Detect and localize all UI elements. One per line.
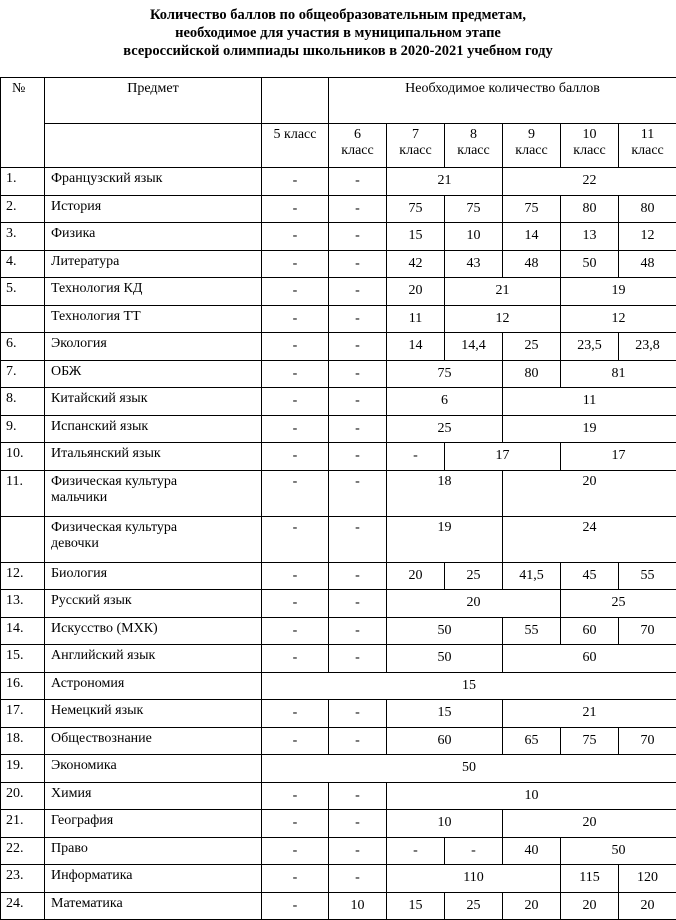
- subject-line: Английский язык: [51, 648, 261, 664]
- table-row: [1, 360, 676, 388]
- score-cell: 10: [387, 782, 676, 810]
- score-cell: 14: [503, 223, 561, 251]
- row-number: 22.: [1, 837, 45, 865]
- score-cell: -: [329, 388, 387, 416]
- header-grade: [329, 124, 387, 168]
- header-grade: [387, 124, 445, 168]
- header-grade: [503, 124, 561, 168]
- score-cell: -: [329, 700, 387, 728]
- subject-name: [45, 388, 262, 416]
- table-row: [1, 782, 676, 810]
- header-subject: Предмет: [45, 78, 262, 124]
- subject-name: [45, 672, 262, 700]
- score-cell: -: [262, 415, 329, 443]
- score-cell: 20: [387, 590, 561, 618]
- subject-line: Искусство (МХК): [51, 621, 261, 637]
- header-grade: [262, 124, 329, 168]
- score-cell: 48: [503, 250, 561, 278]
- score-cell: 55: [503, 617, 561, 645]
- score-cell: 42: [387, 250, 445, 278]
- score-cell: 55: [619, 562, 676, 590]
- score-cell: -: [262, 782, 329, 810]
- score-cell: -: [329, 278, 387, 306]
- score-cell: 24: [503, 516, 676, 562]
- header-grade-line: 5 класс: [262, 127, 328, 143]
- subject-name: [45, 223, 262, 251]
- table-row: [1, 892, 676, 920]
- row-number: 16.: [1, 672, 45, 700]
- score-cell: -: [329, 617, 387, 645]
- row-number: 5.: [1, 278, 45, 306]
- score-cell: 22: [503, 168, 676, 196]
- row-number: 2.: [1, 195, 45, 223]
- score-cell: 20: [503, 810, 676, 838]
- subject-name: [45, 443, 262, 471]
- header-grade-line: класс: [445, 143, 502, 159]
- score-cell: 75: [445, 195, 503, 223]
- score-cell: 48: [619, 250, 676, 278]
- score-cell: 75: [561, 727, 619, 755]
- subject-line: Технология ТТ: [51, 309, 261, 325]
- subject-line: Экология: [51, 336, 261, 352]
- row-number: [1, 305, 45, 333]
- score-cell: 17: [561, 443, 676, 471]
- score-cell: 15: [387, 223, 445, 251]
- score-cell: 19: [503, 415, 676, 443]
- score-cell: 25: [503, 333, 561, 361]
- score-cell: 14: [387, 333, 445, 361]
- score-cell: 70: [619, 727, 676, 755]
- score-cell: -: [445, 837, 503, 865]
- score-cell: 80: [503, 360, 561, 388]
- header-grade: [619, 124, 676, 168]
- subject-line: Технология КД: [51, 281, 261, 297]
- subject-line: Математика: [51, 896, 261, 912]
- table-row: [1, 516, 676, 562]
- header-grade-line: класс: [561, 143, 618, 159]
- score-cell: 23,8: [619, 333, 676, 361]
- subject-line: Физическая культура: [51, 474, 261, 490]
- score-cell: -: [262, 305, 329, 333]
- score-cell: -: [329, 443, 387, 471]
- subject-name: [45, 645, 262, 673]
- score-cell: 23,5: [561, 333, 619, 361]
- row-number: 10.: [1, 443, 45, 471]
- score-cell: -: [262, 865, 329, 893]
- subject-name: [45, 415, 262, 443]
- score-cell: 115: [561, 865, 619, 893]
- score-cell: -: [329, 305, 387, 333]
- header-grade-line: 8: [445, 127, 502, 143]
- score-cell: 25: [445, 892, 503, 920]
- score-cell: 50: [561, 250, 619, 278]
- subject-name: [45, 250, 262, 278]
- table-row: [1, 562, 676, 590]
- score-cell: 110: [387, 865, 561, 893]
- subject-line: География: [51, 813, 261, 829]
- row-number: 1.: [1, 168, 45, 196]
- subject-line: Итальянский язык: [51, 446, 261, 462]
- score-cell: 75: [387, 360, 503, 388]
- score-cell: 120: [619, 865, 676, 893]
- score-cell: -: [262, 700, 329, 728]
- subject-name: [45, 617, 262, 645]
- score-cell: 15: [387, 892, 445, 920]
- row-number: 7.: [1, 360, 45, 388]
- score-cell: -: [262, 562, 329, 590]
- table-row: [1, 168, 676, 196]
- header-grade: [445, 124, 503, 168]
- subject-line: Астрономия: [51, 676, 261, 692]
- score-cell: -: [329, 223, 387, 251]
- row-number: [1, 516, 45, 562]
- table-row: [1, 305, 676, 333]
- score-cell: -: [329, 562, 387, 590]
- score-cell: 21: [503, 700, 676, 728]
- score-cell: -: [262, 470, 329, 516]
- score-cell: 11: [503, 388, 676, 416]
- header-grade-line: класс: [329, 143, 386, 159]
- row-number: 21.: [1, 810, 45, 838]
- title-line: Количество баллов по общеобразовательным предметам,: [0, 6, 676, 24]
- subject-line: Химия: [51, 786, 261, 802]
- score-cell: 15: [387, 700, 503, 728]
- score-cell: 80: [561, 195, 619, 223]
- score-cell: -: [262, 837, 329, 865]
- score-cell: -: [329, 168, 387, 196]
- score-cell: -: [329, 470, 387, 516]
- score-cell: 20: [387, 562, 445, 590]
- row-number: 15.: [1, 645, 45, 673]
- score-cell: 50: [387, 617, 503, 645]
- table-row: [1, 278, 676, 306]
- score-cell: -: [329, 590, 387, 618]
- title-line: всероссийской олимпиады школьников в 2020-2021 учебном году: [0, 42, 676, 60]
- table-row: [1, 865, 676, 893]
- score-cell: -: [329, 837, 387, 865]
- score-cell: -: [329, 782, 387, 810]
- subject-line: Физическая культура: [51, 520, 261, 536]
- row-number: 12.: [1, 562, 45, 590]
- score-cell: 21: [445, 278, 561, 306]
- row-number: 17.: [1, 700, 45, 728]
- score-cell: 20: [503, 892, 561, 920]
- subject-name: [45, 360, 262, 388]
- score-cell: 12: [561, 305, 676, 333]
- score-cell: -: [262, 278, 329, 306]
- subject-line: мальчики: [51, 490, 261, 506]
- subject-name: [45, 562, 262, 590]
- score-cell: -: [262, 250, 329, 278]
- subject-name: [45, 333, 262, 361]
- score-cell: -: [262, 645, 329, 673]
- score-cell: 75: [387, 195, 445, 223]
- subject-line: Биология: [51, 566, 261, 582]
- row-number: 13.: [1, 590, 45, 618]
- table-row: [1, 645, 676, 673]
- score-cell: 20: [503, 470, 676, 516]
- row-number: 14.: [1, 617, 45, 645]
- score-cell: -: [329, 333, 387, 361]
- subject-line: Обществознание: [51, 731, 261, 747]
- subject-name: [45, 782, 262, 810]
- row-number: 18.: [1, 727, 45, 755]
- scores-table: [0, 77, 676, 920]
- subject-name: [45, 700, 262, 728]
- subject-name: [45, 278, 262, 306]
- row-number: 24.: [1, 892, 45, 920]
- header-grade-line: 9: [503, 127, 560, 143]
- subject-name: [45, 516, 262, 562]
- score-cell: 19: [387, 516, 503, 562]
- score-cell: 18: [387, 470, 503, 516]
- table-row: [1, 415, 676, 443]
- score-cell: -: [262, 388, 329, 416]
- subject-name: [45, 865, 262, 893]
- score-cell: 50: [262, 755, 676, 783]
- row-number: 8.: [1, 388, 45, 416]
- score-cell: -: [329, 195, 387, 223]
- subject-line: Физика: [51, 226, 261, 242]
- score-cell: -: [329, 865, 387, 893]
- header-grade-line: 7: [387, 127, 444, 143]
- subject-line: Немецкий язык: [51, 703, 261, 719]
- score-cell: -: [329, 516, 387, 562]
- score-cell: 19: [561, 278, 676, 306]
- row-number: 19.: [1, 755, 45, 783]
- subject-name: [45, 810, 262, 838]
- score-cell: -: [262, 360, 329, 388]
- score-cell: 65: [503, 727, 561, 755]
- subject-name: [45, 755, 262, 783]
- subject-name: [45, 727, 262, 755]
- score-cell: 45: [561, 562, 619, 590]
- score-cell: -: [262, 443, 329, 471]
- score-cell: 50: [387, 645, 503, 673]
- score-cell: 70: [619, 617, 676, 645]
- row-number: 20.: [1, 782, 45, 810]
- row-number: 9.: [1, 415, 45, 443]
- score-cell: -: [262, 617, 329, 645]
- table-row: [1, 810, 676, 838]
- score-cell: 13: [561, 223, 619, 251]
- table-row: [1, 470, 676, 516]
- score-cell: 14,4: [445, 333, 503, 361]
- subject-name: [45, 590, 262, 618]
- header-required: Необходимое количество баллов: [329, 78, 676, 124]
- table-row: [1, 223, 676, 251]
- subject-name: [45, 305, 262, 333]
- score-cell: -: [262, 168, 329, 196]
- score-cell: 6: [387, 388, 503, 416]
- subject-line: Информатика: [51, 868, 261, 884]
- header-grade-line: класс: [503, 143, 560, 159]
- header-grade-line: класс: [387, 143, 444, 159]
- score-cell: 21: [387, 168, 503, 196]
- table-row: [1, 727, 676, 755]
- header-grade-line: класс: [619, 143, 676, 159]
- score-cell: 12: [445, 305, 561, 333]
- score-cell: 17: [445, 443, 561, 471]
- subject-line: Русский язык: [51, 593, 261, 609]
- score-cell: 20: [561, 892, 619, 920]
- score-cell: -: [262, 892, 329, 920]
- table-row: [1, 195, 676, 223]
- row-number: 3.: [1, 223, 45, 251]
- score-cell: -: [262, 195, 329, 223]
- table-row: [1, 837, 676, 865]
- subject-name: [45, 892, 262, 920]
- score-cell: 60: [561, 617, 619, 645]
- score-cell: 81: [561, 360, 676, 388]
- row-number: 4.: [1, 250, 45, 278]
- score-cell: 11: [387, 305, 445, 333]
- table-row: [1, 672, 676, 700]
- subject-line: Испанский язык: [51, 419, 261, 435]
- title-line: необходимое для участия в муниципальном этапе: [0, 24, 676, 42]
- score-cell: 60: [503, 645, 676, 673]
- score-cell: 25: [561, 590, 676, 618]
- score-cell: 15: [262, 672, 676, 700]
- score-cell: 25: [387, 415, 503, 443]
- score-cell: -: [387, 443, 445, 471]
- score-cell: 60: [387, 727, 503, 755]
- subject-name: [45, 195, 262, 223]
- table-row: [1, 617, 676, 645]
- header-grade-line: 11: [619, 127, 676, 143]
- score-cell: -: [387, 837, 445, 865]
- header-subject-empty: [45, 124, 262, 168]
- score-cell: 20: [619, 892, 676, 920]
- table-row: [1, 388, 676, 416]
- score-cell: -: [329, 645, 387, 673]
- header-grade-line: 6: [329, 127, 386, 143]
- score-cell: 20: [387, 278, 445, 306]
- header-grade-line: 10: [561, 127, 618, 143]
- score-cell: -: [329, 415, 387, 443]
- subject-name: [45, 837, 262, 865]
- subject-line: Литература: [51, 254, 261, 270]
- score-cell: 10: [387, 810, 503, 838]
- score-cell: 43: [445, 250, 503, 278]
- row-number: 23.: [1, 865, 45, 893]
- header-num: №: [1, 78, 45, 168]
- score-cell: 25: [445, 562, 503, 590]
- score-cell: -: [262, 590, 329, 618]
- table-row: [1, 333, 676, 361]
- score-cell: 10: [329, 892, 387, 920]
- subject-line: девочки: [51, 536, 261, 552]
- subject-line: Экономика: [51, 758, 261, 774]
- score-cell: -: [262, 516, 329, 562]
- table-row: [1, 590, 676, 618]
- table-row: [1, 700, 676, 728]
- subject-name: [45, 470, 262, 516]
- score-cell: 41,5: [503, 562, 561, 590]
- subject-line: ОБЖ: [51, 364, 261, 380]
- subject-line: Французский язык: [51, 171, 261, 187]
- score-cell: 50: [561, 837, 676, 865]
- score-cell: -: [262, 810, 329, 838]
- score-cell: -: [329, 727, 387, 755]
- score-cell: -: [262, 727, 329, 755]
- document-title: [0, 0, 676, 64]
- row-number: 11.: [1, 470, 45, 516]
- table-row: [1, 250, 676, 278]
- score-cell: -: [262, 223, 329, 251]
- score-cell: -: [329, 250, 387, 278]
- score-cell: 75: [503, 195, 561, 223]
- score-cell: 40: [503, 837, 561, 865]
- subject-line: История: [51, 199, 261, 215]
- table-row: [1, 755, 676, 783]
- score-cell: -: [262, 333, 329, 361]
- subject-line: Право: [51, 841, 261, 857]
- score-cell: -: [329, 810, 387, 838]
- header-empty: [262, 78, 329, 124]
- subject-name: [45, 168, 262, 196]
- table-row: [1, 443, 676, 471]
- row-number: 6.: [1, 333, 45, 361]
- score-cell: -: [329, 360, 387, 388]
- subject-line: Китайский язык: [51, 391, 261, 407]
- score-cell: 12: [619, 223, 676, 251]
- score-cell: 80: [619, 195, 676, 223]
- header-grade: [561, 124, 619, 168]
- score-cell: 10: [445, 223, 503, 251]
